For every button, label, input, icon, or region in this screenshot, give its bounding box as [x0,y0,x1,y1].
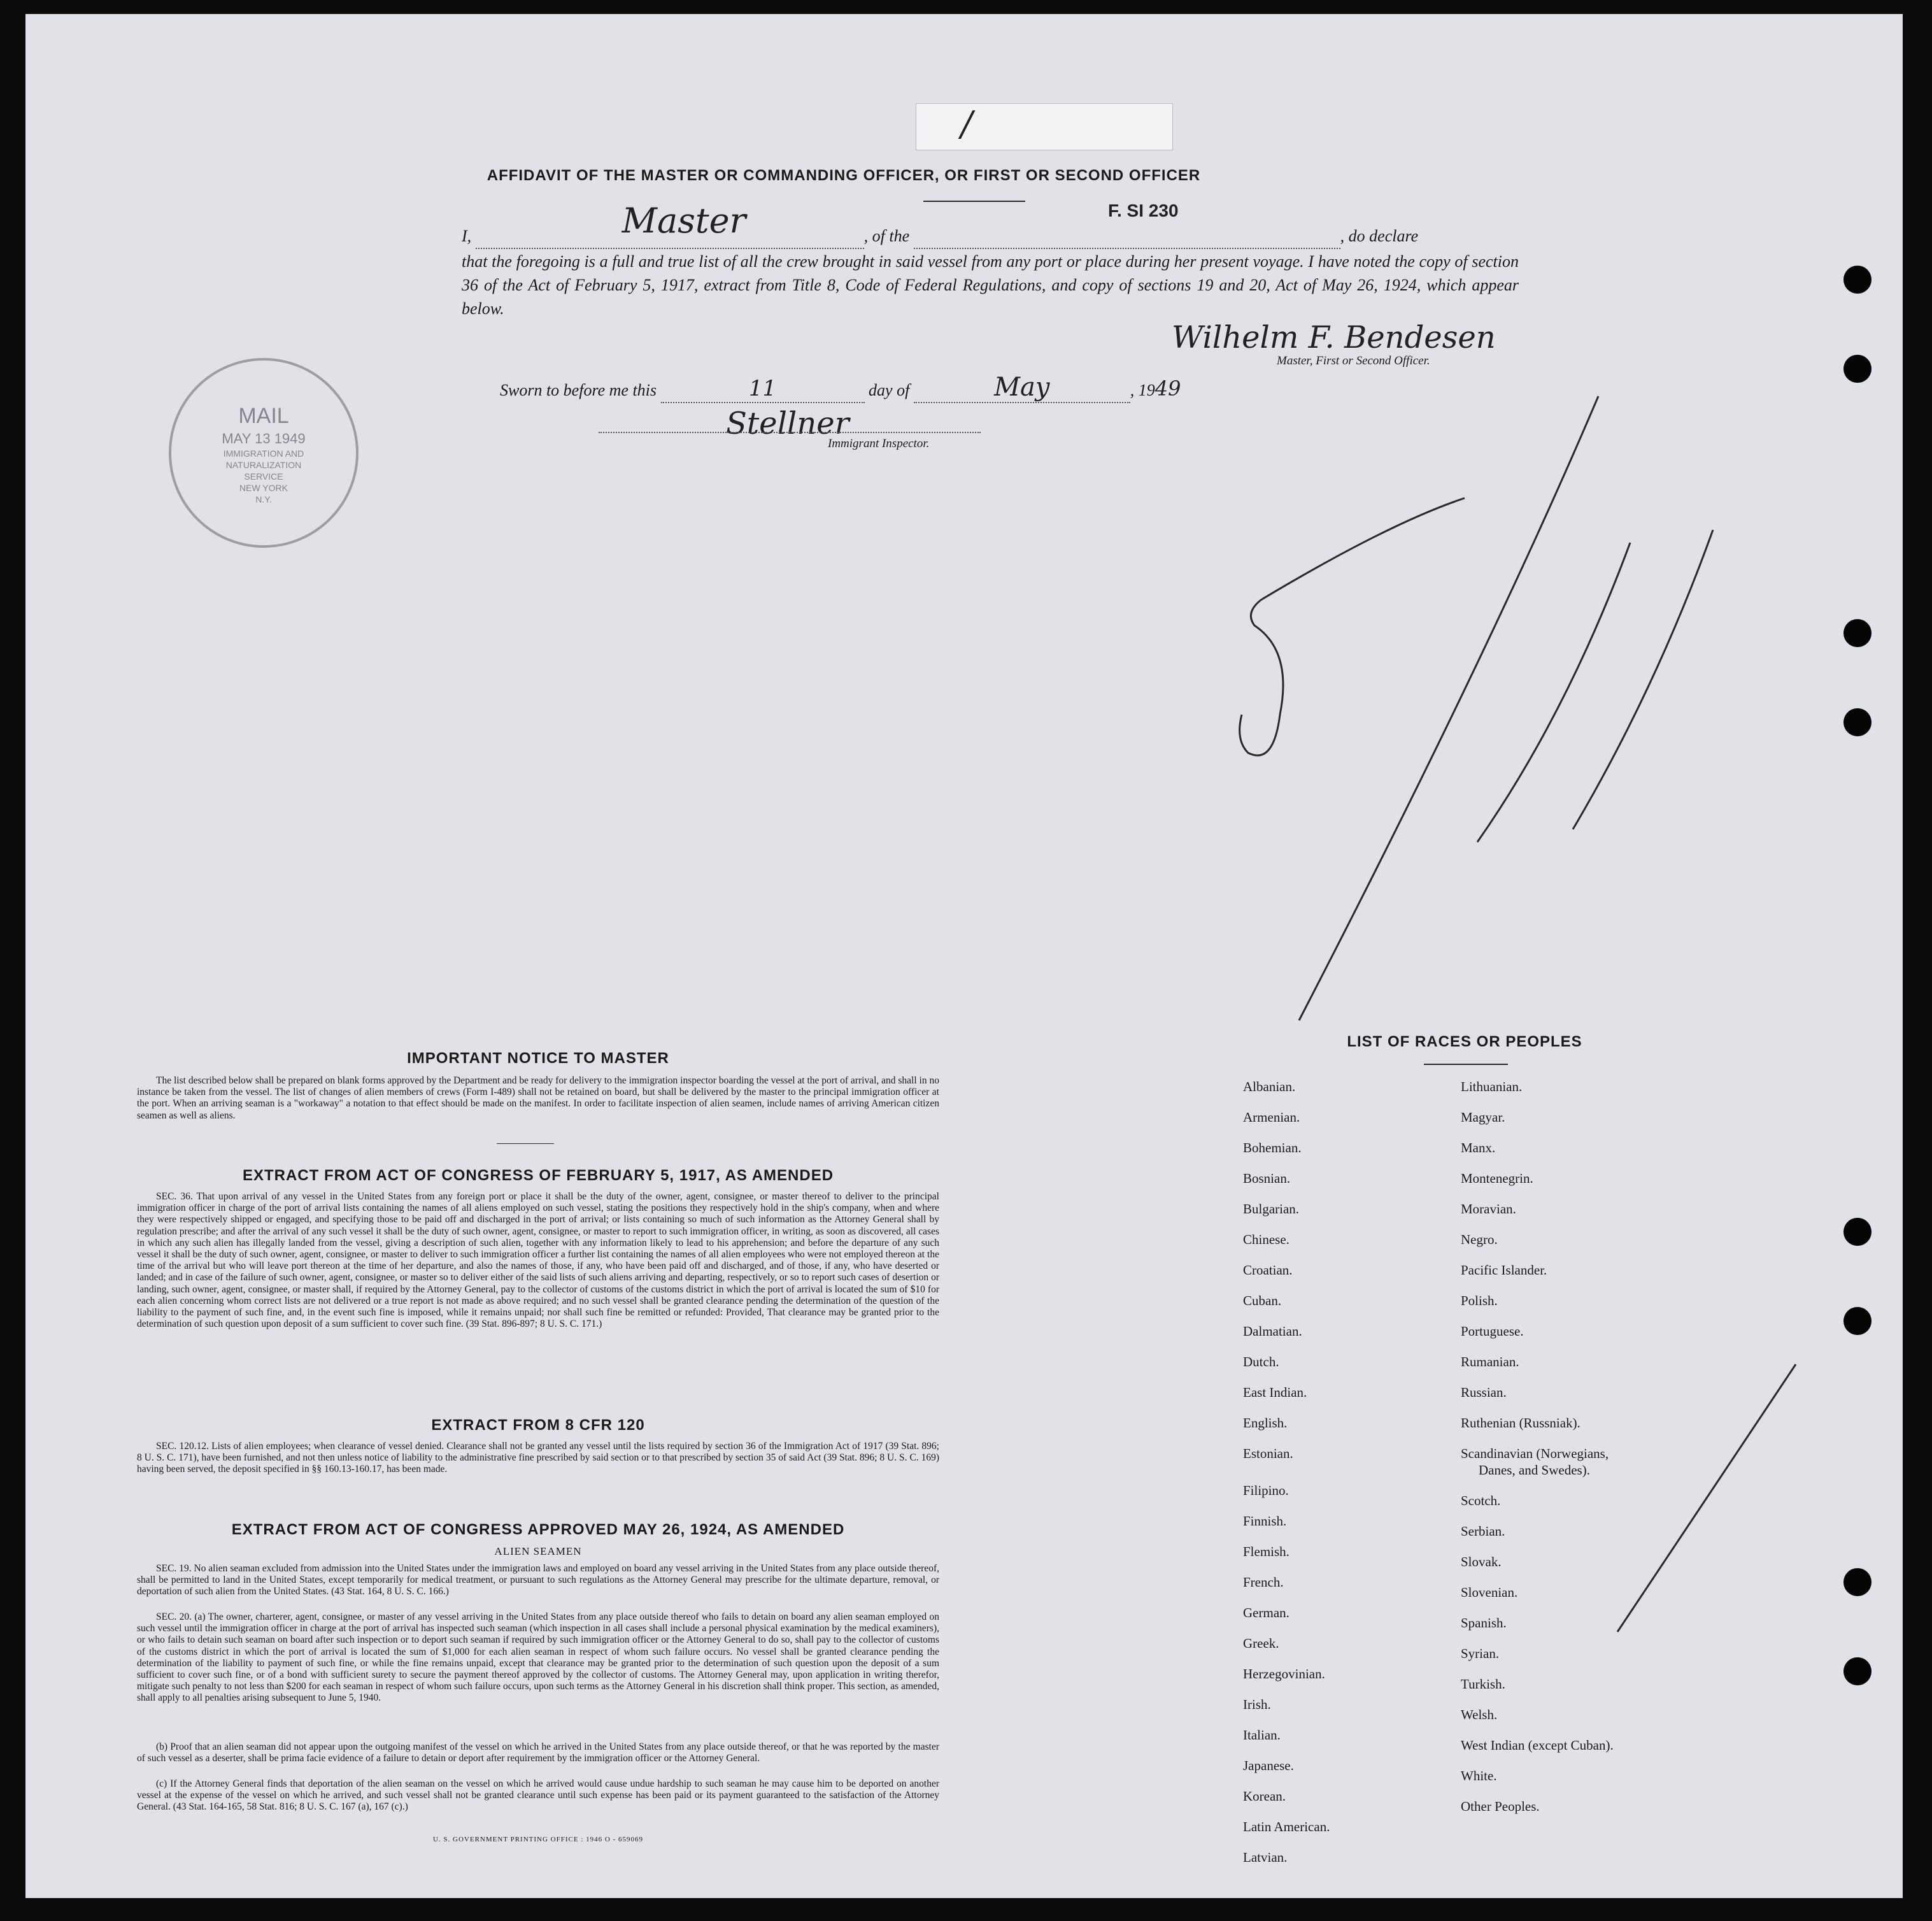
affidavit-title: AFFIDAVIT OF THE MASTER OR COMMANDING OFFICER, OR FIRST OR SECOND OFFICER [487,167,1201,184]
race-item: Portuguese. [1461,1324,1524,1339]
i-label: I, [462,227,472,245]
races-column-1 [1243,1079,1453,1888]
stamp-line6: NEW YORK [239,483,288,493]
punch-hole [1843,708,1872,736]
race-item: Albanian. [1243,1079,1296,1094]
top-paper-tab [916,103,1173,150]
race-item: Pacific Islander. [1461,1262,1547,1278]
year-handwritten: 49 [1154,376,1181,401]
race-item: Russian. [1461,1385,1507,1400]
races-column-2 [1461,1079,1792,1875]
day-of-label: day of [869,381,910,399]
document-page [25,14,1903,1898]
race-item: Spanish. [1461,1615,1507,1631]
punch-hole [1843,1307,1872,1335]
race-item: Other Peoples. [1461,1799,1540,1814]
race-item: Slovenian. [1461,1585,1518,1600]
race-item: Danes, and Swedes). [1479,1462,1590,1478]
sworn-month-handwritten: May [994,373,1050,402]
race-item: Syrian. [1461,1646,1500,1661]
punch-hole [1843,1657,1872,1685]
stamp-line3: IMMIGRATION AND [223,448,304,459]
stamp-mail: MAIL [238,404,289,428]
race-item: Bohemian. [1243,1140,1302,1155]
race-item: White. [1461,1768,1497,1783]
stamp-line7: N.Y. [255,494,272,504]
notice-text: The list described below shall be prepared on blank forms approved by the Department and be ready for delivery to the immigration inspector boarding the vessel at the port of arrival, and shall in no instance be taken from the vessel. The list of changes of alien members of crews (Form I-489) shall not be retained on board, but shall be delivered by the master to the principal immigration officer at the port. When an arriving seaman is a "workaway" a notation to that effect should be made on the manifest. In order to facilitate inspection of alien seamen, include names of arriving American citizen seamen as well as aliens. [137,1075,939,1121]
race-item: East Indian. [1243,1385,1307,1400]
sec-20b-text: (b) Proof that an alien seaman did not appear upon the outgoing manifest of the vessel on which he arrived in the United States from any place outside thereof, or that he was reported by the master of such vessel as a deserter, shall be prima facie evidence of a failure to detain or deport after requirement by the immigration officer or the Attorney General. [137,1741,939,1764]
name-handwritten: Master [622,201,746,241]
notice-heading: IMPORTANT NOTICE TO MASTER [407,1050,669,1067]
tab-mark: / [961,104,973,144]
race-item: Dalmatian. [1243,1324,1302,1339]
mail-date-stamp [169,358,359,548]
race-item: Montenegrin. [1461,1171,1533,1186]
vessel-blank [914,224,1340,249]
do-declare-label: , do declare [1340,227,1419,245]
stamp-line4: NATURALIZATION [225,460,302,470]
race-item: West Indian (except Cuban). [1461,1738,1614,1753]
race-item: English. [1243,1415,1288,1431]
inspector-caption: Immigrant Inspector. [828,437,930,450]
title-rule [923,201,1025,202]
race-item: Estonian. [1243,1446,1293,1461]
race-item: Italian. [1243,1727,1281,1743]
race-item: Slovak. [1461,1554,1502,1569]
race-item: Turkish. [1461,1676,1505,1692]
of-the-label: , of the [863,227,910,245]
extract-1917-text: SEC. 36. That upon arrival of any vessel in the United States from any foreign port or place it shall be the duty of the owner, agent, consignee, or master thereof to deliver to the principal immigration officer in charge of the port of arrival lists containing the names of all aliens employed on such vessel, stating the positions they respectively hold in the ship's company, when and where they were respectively shipped or engaged, and specifying those to be paid off and discharged in the port of arrival; or lists containing so much of such information as the Attorney General shall by regulation prescribe; and after the arrival of any such vessel it shall be the duty of such owner, agent, consignee, or master to report to such immigration officer, in writing, as soon as discovered, all cases in which any such alien has illegally landed from the vessel, giving a description of such alien, together with any information likely to lead to his apprehension; and before the departure of any such vessel it shall be the duty of such owner, agent, consignee, or master to deliver to such immigration officer a further list containing the names of all alien employees who were not employed thereon at the time of the arrival but who will leave port thereon at the time of her departure, and also the names of those, if any, who have been paid off and discharged, and of those, if any, who have deserted or landed; and in case of the failure of such owner, agent, consignee, or master so to deliver either of the said lists of such aliens arriving and departing, respectively, or so to report such cases of desertion or landing, such owner, agent, consignee, or master shall, if required by the Attorney General, pay to the collector of customs of the customs district in which the port of arrival is located the sum of $10 for each alien concerning whom correct lists are not delivered or a true report is not made as above required; and no such vessel shall be granted clearance pending the determination of the question of the liability to the payment of such fine, and, in the event such fine is imposed, while it remains unpaid; nor shall such fine be remitted or refunded: Provided, That clearance may be granted prior to the determination of such question upon deposit of a sum sufficient to cover such fine. (39 Stat. 896-897; 8 U. S. C. 171.) [137,1191,939,1330]
race-item: Rumanian. [1461,1354,1519,1369]
race-item: Manx. [1461,1140,1496,1155]
race-item: Serbian. [1461,1524,1505,1539]
race-item: Bosnian. [1243,1171,1291,1186]
big-handwriting-5-11 [1108,383,1745,1033]
master-signature: Wilhelm F. Bendesen [1172,320,1496,355]
punch-hole [1843,266,1872,294]
race-item: Scotch. [1461,1493,1501,1508]
punch-hole [1843,1218,1872,1246]
race-item: Latin American. [1243,1819,1330,1834]
race-item: Bulgarian. [1243,1201,1300,1217]
race-item: Ruthenian (Russniak). [1461,1415,1580,1431]
race-item: German. [1243,1605,1289,1620]
printer-imprint: U. S. GOVERNMENT PRINTING OFFICE : 1946 O - 659069 [432,1836,643,1843]
sworn-label: Sworn to before me this [500,381,657,399]
races-title-rule [1424,1064,1508,1065]
race-item: Latvian. [1243,1850,1288,1865]
stamp-line5: SERVICE [244,471,283,482]
race-item: Croatian. [1243,1262,1293,1278]
punch-hole [1843,355,1872,383]
race-item: Korean. [1243,1789,1286,1804]
race-item: Negro. [1461,1232,1498,1247]
races-title: LIST OF RACES OR PEOPLES [1347,1033,1582,1050]
sec-19-text: SEC. 19. No alien seaman excluded from admission into the United States under the immigration laws and employed on board any vessel arriving in the United States from any place outside thereof, shall be permitted to land in the United States, except temporarily for medical treatment, or pursuant to such regulations as the Attorney General may prescribe for the ultimate departure, removal, or deportation of such alien from the United States. (43 Stat. 164, 8 U. S. C. 166.) [137,1563,939,1597]
extract-cfr-text: SEC. 120.12. Lists of alien employees; when clearance of vessel denied. Clearance shall not be granted any vessel until the lists required by section 36 of the Immigration Act of 1917 (39 Stat. 896; 8 U. S. C. 171), have been furnished, and not then unless notice of liability to the administrative fine prescribed by said section or to that prescribed by section 35 of said Act (39 Stat. 896; 8 U. S. C. 169) having been served, the deposit specified in §§ 160.13-160.17, has been made. [137,1441,939,1475]
name-blank [476,201,864,249]
extract-cfr-heading: EXTRACT FROM 8 CFR 120 [431,1417,645,1434]
extract-1924-heading: EXTRACT FROM ACT OF CONGRESS APPROVED MAY 26, 1924, AS AMENDED [231,1521,845,1538]
race-item: Polish. [1461,1293,1498,1308]
form-stamp-number: F. SI 230 [1108,201,1179,220]
inspector-signature: Stellner [726,406,849,441]
inspector-blank [599,432,981,433]
punch-hole [1843,1568,1872,1596]
race-item: Cuban. [1243,1293,1282,1308]
notice-rule [497,1143,554,1144]
declaration-text: that the foregoing is a full and true list of all the crew brought in said vessel from any port or place during her present voyage. I have noted the copy of section 36 of the Act of February 5, 1917, extract from Title 8, Code of Federal Regulations, and copy of sections 19 and 20, Act of May 26, 1924, which appear below. [462,252,1519,318]
race-item: Filipino. [1243,1483,1289,1498]
sec-20a-text: SEC. 20. (a) The owner, charterer, agent, consignee, or master of any vessel arriving in the United States from any place outside thereof who fails to detain on board any alien seaman employed on such vessel until the immigration officer in charge at the port of arrival has inspected such seaman (which inspection in all cases shall include a personal physical examination by the medical examiners), or who fails to detain such seaman on board after such inspection or to deport such seaman if required by such immigration officer or the Attorney General to do so, shall pay to the collector of customs of the customs district in which the port of arrival is located the sum of $1,000 for each alien seaman in respect of whom such failure occurs. No vessel shall be granted clearance pending the determination of the liability to payment of such fine, or while the fine remains unpaid, except that clearance may be granted prior to the determination of such question upon the deposit of a sum sufficient to cover such fine, or of a bond with sufficient surety to secure the payment thereof approved by the collector of customs. The Attorney General may, upon application in writing therefor, mitigate such penalty to not less than $200 for each seaman in respect of whom such failure occurs, upon such terms as the Attorney General in his discretion shall think proper. This section, as amended, shall apply to all penalties arising subsequent to June 5, 1940. [137,1611,939,1704]
race-item: Welsh. [1461,1707,1498,1722]
alien-seamen-subheading: ALIEN SEAMEN [494,1545,582,1557]
stamp-date: MAY 13 1949 [222,431,306,446]
sworn-month-blank [914,373,1130,403]
race-item: Greek. [1243,1636,1279,1651]
race-item: Flemish. [1243,1544,1289,1559]
race-item: Dutch. [1243,1354,1279,1369]
race-item: Herzegovinian. [1243,1666,1325,1682]
race-item: French. [1243,1575,1284,1590]
punch-hole [1843,619,1872,647]
race-item: Finnish. [1243,1513,1287,1529]
extract-1917-heading: EXTRACT FROM ACT OF CONGRESS OF FEBRUARY 5, 1917, AS AMENDED [242,1167,834,1184]
race-item: Moravian. [1461,1201,1516,1217]
race-item: Japanese. [1243,1758,1294,1773]
race-item: Magyar. [1461,1110,1505,1125]
year-prefix-label: , 19 [1130,381,1155,399]
master-signature-caption: Master, First or Second Officer. [1277,354,1430,368]
big-handwriting-text: 5/11 [1108,383,1109,384]
race-item: Irish. [1243,1697,1271,1712]
race-item: Lithuanian. [1461,1079,1523,1094]
sworn-day-blank [661,377,865,403]
sworn-day-handwritten: 11 [748,376,777,401]
sec-20c-text: (c) If the Attorney General finds that deportation of the alien seaman on the vessel on which he arrived would cause undue hardship to such seaman he may cause him to be deported on another vessel at the expense of the vessel on which he arrived, and such vessel shall not be granted clearance until such expense has been paid or its payment guaranteed to the satisfaction of the Attorney General. (43 Stat. 164-165, 58 Stat. 816; 8 U. S. C. 167 (a), 167 (c).) [137,1778,939,1813]
race-item: Scandinavian (Norwegians, [1461,1446,1609,1461]
race-item: Chinese. [1243,1232,1289,1247]
race-item: Armenian. [1243,1110,1300,1125]
